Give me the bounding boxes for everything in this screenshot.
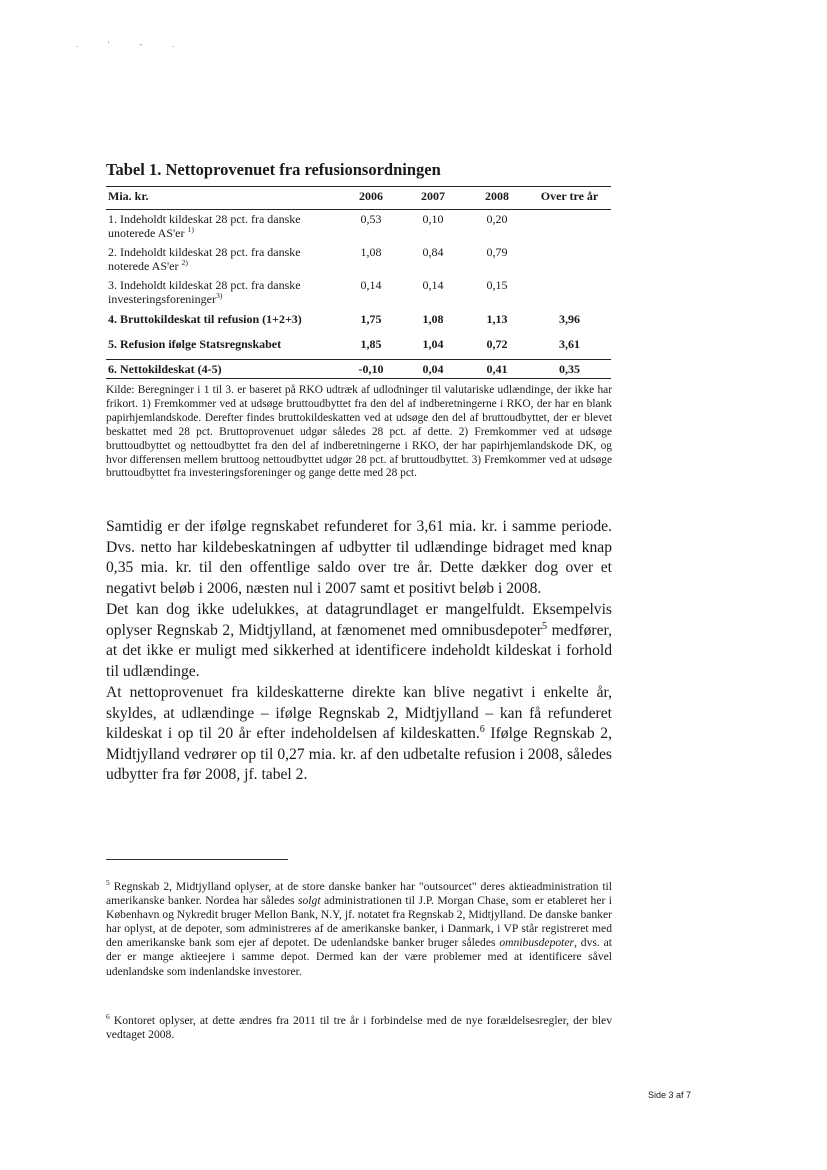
cell-2008: 0,20	[486, 212, 508, 226]
row-label: 3. Indeholdt kildeskat 28 pct. fra danske investeringsforeninger$^{3)}$	[108, 278, 301, 306]
row-label: 6. Nettokildeskat (4-5)	[106, 360, 342, 379]
cell-2008: 0,15	[486, 278, 508, 292]
cell-2008: 0,79	[486, 245, 508, 259]
scan-specks: . ' - .	[76, 40, 189, 49]
cell-2006: 1,85	[360, 337, 382, 351]
col-header-2006: 2006	[342, 187, 400, 210]
table-row-net	[106, 360, 611, 379]
cell-2006: 1,75	[360, 312, 382, 326]
cell-2008: 0,41	[466, 360, 528, 379]
table-row-total	[106, 309, 611, 334]
table-row	[106, 276, 611, 309]
footnote-6: $^6$ Kontoret oplyser, at dette ændres fra 2011 til tre år i forbindelse med de nye forældelsesregler, der blev vedtaget 2008.	[106, 1012, 612, 1042]
cell-2007: 0,10	[422, 212, 444, 226]
table-header-row	[106, 187, 611, 210]
col-header-2007: 2007	[400, 187, 466, 210]
cell-2006: 0,53	[360, 212, 382, 226]
cell-2008: 0,72	[486, 337, 508, 351]
footnote-ref-5[interactable]: 5	[542, 620, 548, 632]
cell-over-tre-aar: 3,96	[559, 312, 580, 326]
cell-over-tre-aar: 3,61	[559, 337, 580, 351]
cell-over-tre-aar	[528, 243, 611, 276]
row-label: 4. Bruttokildeskat til refusion (1+2+3)	[108, 312, 302, 326]
footnote-number: 5	[106, 878, 110, 888]
body-paragraph-2: Det kan dog ikke udelukkes, at datagrundlaget er mangelfuldt. Eksempelvis oplyser Regnskab 2, Midtjylland, at fænomenet med omnibusdepoter$^5$ medfører, at det ikke er muligt med sikkerhed at identificere indeholdt kildeskat i forhold til udlændinge.	[106, 601, 612, 680]
cell-2007: 0,14	[422, 278, 444, 292]
cell-over-tre-aar	[528, 210, 611, 244]
row-label: 2. Indeholdt kildeskat 28 pct. fra danske noterede AS'er $^{2)}$	[108, 245, 301, 273]
table-source-note: Kilde: Beregninger i 1 til 3. er baseret på RKO udtræk af udlodninger til valutariske udlændinge, der ikke har frikort. 1) Fremkommer ved at udsøge bruttoudbyttet fra den del af indberetningerne i RKO, der har en blank papirhjemlandskode. Derefter findes bruttokildeskatten ved at udsøge den del af bruttoudbyttet, der er blevet beskattet med 28 pct. Bruttoprovenuet udgør således 28 pct. af dette. 2) Fremkommer ved at udsøge bruttoudbyttet og nettoudbyttet fra den del af indberetningerne i RKO, der har papirhjemlandskode DK, og hvor differensen mellem bruttoog nettoudbyttet udgør 28 pct. af bruttoudbyttet. 3) Fremkommer ved at udsøge bruttoudbyttet fra investeringsforeninger og gange dette med 28 pct.	[106, 384, 612, 480]
cell-2007: 0,84	[422, 245, 444, 259]
cell-2008: 1,13	[486, 312, 508, 326]
cell-over-tre-aar	[528, 276, 611, 309]
row-footnote-ref: 1)	[187, 225, 194, 234]
table-title: Tabel 1. Nettoprovenuet fra refusionsordningen	[106, 160, 441, 179]
cell-2007: 0,04	[400, 360, 466, 379]
body-paragraph-3: At nettoprovenuet fra kildeskatterne direkte kan blive negativt i enkelte år, skyldes, at udlændinge – ifølge Regnskab 2, Midtjylland – kan få refunderet kildeskat i op til 20 år efter indeholdelsen af kildeskatten.$^6$ Ifølge Regnskab 2, Midtjylland vedrører op til 0,27 mia. kr. af den udbetalte refusion i 2008, således udbytter fra før 2008, jf. tabel 2.	[106, 684, 612, 783]
cell-2006: -0,10	[342, 360, 400, 379]
body-paragraph-1: Samtidig er der ifølge regnskabet refunderet for 3,61 mia. kr. i samme periode. Dvs. netto har kildebeskatningen af udbytter til udlændinge bidraget med knap 0,35 mia. kr. til den offentlige saldo over tre år. Dette dækker dog over et negativt beløb i 2006, næsten nul i 2007 samt et positivt beløb i 2008.	[106, 518, 612, 597]
footnote-divider	[106, 859, 288, 860]
page-number: Side 3 af 7	[648, 1090, 692, 1100]
cell-2006: 1,08	[360, 245, 382, 259]
row-footnote-ref: 3)	[215, 291, 223, 300]
footnote-number: 6	[106, 1012, 110, 1022]
net-revenue-table	[106, 186, 611, 379]
col-header-over-tre-aar: Over tre år	[528, 187, 611, 210]
cell-2006: 0,14	[360, 278, 382, 292]
cell-2007: 1,08	[422, 312, 444, 326]
col-header-2008: 2008	[466, 187, 528, 210]
cell-2007: 1,04	[422, 337, 444, 351]
col-header-unit: Mia. kr.	[106, 187, 342, 210]
footnote-5: $^5$ Regnskab 2, Midtjylland oplyser, at de store danske banker har "outsourcet" deres aktieadministration til amerikanske banker. Nordea har således solgt administrationen til J.P. Morgan Chase, som er etableret her i København og Nykredit bruger Mellon Bank, N.Y, jf. notatet fra Regnskab 2, Midtjylland. De danske banker har oplyst, at de depoter, som administreres af de amerikanske banker, i Danmark, i VP står registreret med den amerikanske bank som ejer af depotet. De udenlandske banker bruger således omnibusdepoter, dvs. at der er mange aktieejere i samme depot. Dermed kan der være problemer med at identificere såvel udenlandske som indenlandske investorer.	[106, 878, 613, 978]
footnote-ref-6[interactable]: 6	[479, 723, 485, 735]
row-label: 1. Indeholdt kildeskat 28 pct. fra danske unoterede AS'er $^{1)}$	[108, 212, 301, 240]
table-row-refusion	[106, 334, 611, 360]
table-row	[106, 243, 611, 276]
row-footnote-ref: 2)	[181, 258, 188, 267]
table-row	[106, 210, 611, 244]
cell-over-tre-aar: 0,35	[528, 360, 611, 379]
row-label: 5. Refusion ifølge Statsregnskabet	[108, 337, 282, 351]
